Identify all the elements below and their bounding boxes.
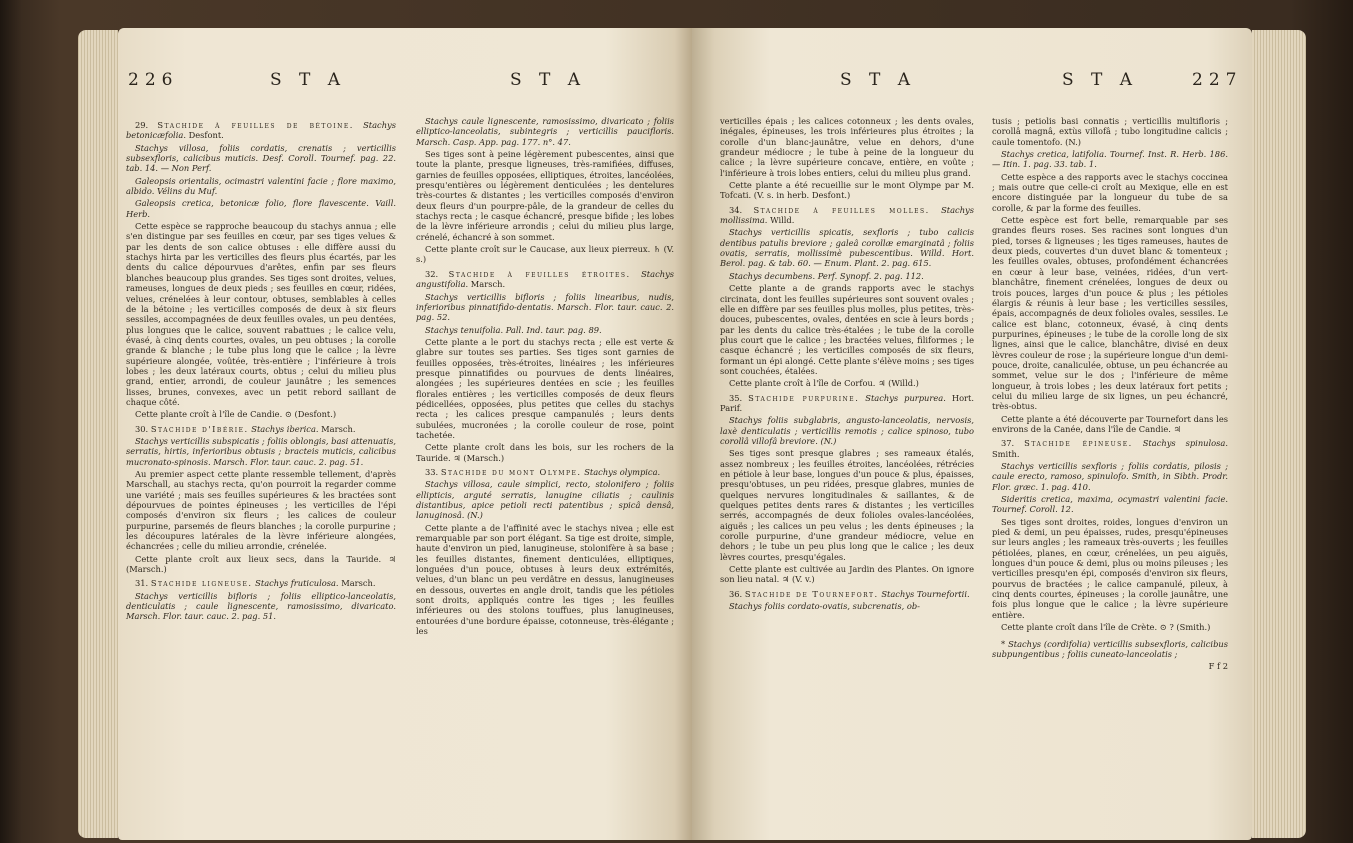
- entry-latin-name: Stachys angustifolia.: [416, 268, 675, 290]
- paragraph: [416, 292, 674, 323]
- right-page-stack: [1252, 30, 1306, 838]
- signature-text: F f 2: [1208, 661, 1228, 672]
- paragraph-text: Stachys caule lignescente, ramosissimo, divaricato ; foliis elliptico-lanceolatis, subintegris ; verticillis paucifloris. Marsch. Casp. App. pag. 177. n°. 47.: [416, 116, 674, 147]
- paragraph-text: Cette plante est cultivée au Jardin des Plantes. On ignore son lieu natal. ♃ (V. v.): [720, 564, 974, 585]
- paragraph: [992, 215, 1228, 412]
- paragraph-text: Stachys foliis subglabris, angusto-lanceolatis, nervosis, laxè denticulatis ; verticillis remotis ; calice spinoso, tubo corollâ villofâ breviore. (N.): [720, 415, 974, 446]
- paragraph: [992, 116, 1228, 147]
- species-entry: [992, 438, 1228, 459]
- entry-authority: Hort. Parif.: [720, 392, 974, 413]
- entry-number: 35.: [729, 392, 743, 403]
- entry-number: 37.: [1001, 438, 1015, 449]
- entry-latin-name: Stachys Tournefortii.: [881, 588, 970, 599]
- left-column-1: [126, 116, 396, 624]
- right-column-2: [992, 116, 1228, 674]
- right-column-1: [720, 116, 974, 613]
- paragraph: [720, 180, 974, 201]
- entry-heading: Stachide ligneuse.: [150, 578, 253, 589]
- paragraph-text: Ses tiges sont à peine légèrement pubescentes, ainsi que toute la plante, presque ligneuses, très-ramifiées, diffuses, garnies de feuilles opposées, elliptiques, étroites, lancéolées, presqu'entières ou légèrement denticulées ; les dentelures très-courtes & distantes ; les verticilles composés d'environ deux fleurs d'un pourpre-pâle, de la grandeur de celles du stachys recta ; le casque échancré, presque bifide ; les lobes de la lèvre inférieure arrondis ; celui du milieu plus large, crénelé, échancré à son sommet.: [416, 149, 674, 242]
- species-entry: [720, 205, 974, 226]
- paragraph-text: Ses tiges sont presque glabres ; ses rameaux étalés, assez nombreux ; les feuilles étroites, lancéolées, rétrécies en pétiole à leur base, longues d'un pouce & plus, épaisses, presqu'obtuses, un peu ridées, presque glabres, munies de quelques nervures longitudinales & saillantes, & de quelques petites dents rares & distantes ; les verticilles serrés, accompagnés de deux folioles ovales-lancéolées, aiguës ; les calices un peu velus ; les dents épineuses ; la corolle purpurine, d'une grandeur médiocre, velue en dehors ; le tube un peu plus long que le calice ; les deux lèvres courtes, presqu'égales.: [720, 448, 974, 562]
- paragraph-text: Galeopsis cretica, betonicæ folio, flore flavescente. Vaill. Herb.: [126, 198, 396, 219]
- paragraph: [992, 622, 1228, 632]
- entry-heading: Stachide à feuilles de bétoine.: [157, 120, 354, 130]
- paragraph-text: Galeopsis orientalis, ocimastri valentini facie ; flore maximo, albido. Vélins du Muf.: [126, 175, 396, 197]
- entry-number: 33.: [425, 467, 439, 477]
- paragraph: [126, 176, 396, 197]
- entry-heading: Stachide du mont Olympe.: [440, 467, 582, 477]
- paragraph-text: Cette espèce est fort belle, remarquable par ses grandes fleurs roses. Ses racines sont longues d'un pied, torses & ligneuses ; les tiges rameuses, hautes de deux pieds, couvertes d'un duvet blanc & tomenteux ; les feuilles ovales, obtuses, profondément échancrées en cœur à leur base, veinées, ridées, d'un vert-blanchâtre, finement crénelées, longues de deux ou trois pouces, larges d'un pouce & plus ; les pétioles élargis & réunis à leur base ; les verticilles sessiles, épais, accompagnés de deux folioles ovales, sessiles. Le calice est blanc, cotonneux, évasé, à cinq dents purpurines, épineuses ; le tube de la corolle long de six lignes, ainsi que le calice, blanchâtre, divisé en deux lèvres couleur de rose ; la supérieure longue d'un demi-pouce, droite, canaliculée, obtuse, un peu échancrée au sommet, velue sur le dos ; l'inférieure de même longueur, à trois lobes ; les deux latéraux fort petits ; celui du milieu large de six lignes, un peu échancré, très-obtus.: [992, 215, 1228, 412]
- paragraph: [720, 415, 974, 446]
- entry-authority: Marsch.: [341, 578, 376, 589]
- right-running-header-2: S T A: [1062, 70, 1139, 90]
- paragraph: [126, 221, 396, 407]
- paragraph: [992, 172, 1228, 213]
- entry-heading: Stachide à feuilles étroites.: [448, 268, 631, 279]
- paragraph: [720, 271, 974, 281]
- paragraph-text: Cette plante croît à l'île de Candie. ⊙ (Desfont.): [135, 409, 337, 420]
- paragraph: [720, 283, 974, 376]
- entry-latin-name: Stachys betonicæfolia.: [126, 120, 396, 141]
- footnote-text: * Stachys (cordifolia) verticillis subsexfloris, calicibus subpungentibus ; foliis cuneato-lanceolatis ;: [992, 638, 1228, 659]
- species-entry: [126, 120, 396, 141]
- entry-number: 32.: [425, 268, 439, 279]
- paragraph-text: Cette espèce a des rapports avec le stachys coccinea ; mais outre que celle-ci croît au Mexique, elle en est encore distinguée par la longueur du tube de sa corolle, & par la forme des feuilles.: [992, 171, 1228, 213]
- paragraph-text: Stachys tenuifolia. Pall. Ind. taur. pag. 89.: [425, 324, 602, 335]
- paragraph-text: Stachys verticillis sexfloris ; foliis cordatis, pilosis ; caule erecto, ramoso, spinulofo. Smith, in Sibth. Prodr. Flor. græc. 1. pag. 410.: [992, 461, 1228, 492]
- paragraph-text: Cette plante a le port du stachys recta ; elle est verte & glabre sur toutes ses parties. Ses tiges sont garnies de feuilles opposées, très-étroites, linéaires ; les inférieures presque pinnatifides ou pourvues de dents linéaires, alongées ; les supérieures dentées en scie ; les feuilles florales entières ; les verticilles composés de deux fleurs pédicellées, opposées, plus petites que celles du stachys recta ; les calices presque campanulés ; leurs dents subulées, mucronées ; la corolle couleur de rose, point tachetée.: [416, 336, 674, 440]
- species-entry: [720, 393, 974, 414]
- paragraph: [416, 244, 674, 265]
- paragraph: [720, 116, 974, 178]
- species-entry: [126, 578, 396, 588]
- paragraph: [416, 149, 674, 242]
- entry-number: 36.: [729, 588, 743, 599]
- species-entry: [126, 424, 396, 434]
- entry-authority: Marsch.: [470, 279, 506, 290]
- species-entry: [720, 589, 974, 599]
- entry-latin-name: Stachys fruticulosa.: [255, 578, 339, 589]
- paragraph-text: Cette plante croît dans les bois, sur les rochers de la Tauride. ♃ (Marsch.): [416, 442, 674, 463]
- paragraph-text: Cette plante a de grands rapports avec le stachys circinata, dont les feuilles supérieures sont souvent ovales ; elle en diffère par ses feuilles plus molles, plus petites, très-douces, pubescentes, ovales, dentées en scie à leurs bords ; par les dents du calice très-étalées ; le tube de la corolle plus court que le calice ; les bractées velues, filiformes ; le casque échancré ; les verticilles composés de six fleurs, formant un épi alongé. Cette plante s'élève moins ; ses tiges sont couchées, étalées.: [720, 283, 975, 376]
- paragraph: [416, 337, 674, 440]
- paragraph: [126, 198, 396, 219]
- paragraph: [126, 143, 396, 174]
- paragraph-text: Cette plante a été découverte par Tournefort dans les environs de la Canée, dans l'île de Candie. ♃: [992, 413, 1228, 434]
- paragraph-text: Cette plante a été recueillie sur le mont Olympe par M. Tofcati. (V. s. in herb. Desfont.): [720, 180, 974, 201]
- species-entry: [416, 269, 674, 290]
- paragraph-text: Cette plante a de l'affinité avec le stachys nivea ; elle est remarquable par son port élégant. Sa tige est droite, simple, haute d'environ un pied, lanugineuse, stolonifère à sa base ; les feuilles distantes, finement denticulées, elliptiques, longuées d'un pouce, obtuses à leurs deux extrémités, velues, d'un blanc un peu verdâtre en dessus, lanugineuses en dessous, ouvertes en angle droit, tandis que les pétioles sont droits, appliqués contre les tiges ; les feuilles inférieures ou des stolons touffues, plus lanugineuses, entourées d'une bordure épaisse, cotonneuse, très-élégante ; les: [416, 522, 674, 637]
- entry-latin-name: Stachys iberica.: [251, 423, 319, 434]
- paragraph: [992, 414, 1228, 435]
- paragraph: [416, 116, 674, 147]
- left-page: [118, 28, 692, 840]
- paragraph-text: Stachys verticillis bifloris ; foliis linearibus, nudis, inferioribus pinnatifido-dentatis. Marsch. Flor. taur. cauc. 2. pag. 52.: [416, 291, 674, 323]
- entry-authority: Willd.: [770, 215, 795, 226]
- paragraph: [720, 448, 974, 562]
- entry-heading: Stachide à feuilles molles.: [753, 204, 930, 215]
- paragraph-text: Stachys villosa, caule simplici, recto, stolonifero ; foliis ellipticis, arguté serratis, lanugine ciliatis ; caulinis distantibus, apice petioli recti patentibus ; spicâ densâ, lanuginosâ. (N.): [416, 479, 674, 521]
- paragraph: [992, 494, 1228, 515]
- entry-number: 30.: [135, 423, 149, 434]
- species-entry: [416, 467, 674, 477]
- left-running-header-1: S T A: [270, 70, 347, 90]
- paragraph: [992, 149, 1228, 170]
- footnote: [992, 639, 1228, 660]
- paragraph: [416, 442, 674, 463]
- entry-latin-name: Stachys mollissima.: [720, 204, 974, 226]
- paragraph: [720, 227, 974, 268]
- paragraph: [720, 601, 974, 611]
- paragraph: [126, 554, 396, 575]
- left-running-header-2: S T A: [510, 70, 587, 90]
- right-running-header-1: S T A: [840, 70, 917, 90]
- entry-authority: Smith.: [992, 448, 1020, 459]
- entry-number: 31.: [135, 578, 149, 589]
- paragraph: [720, 564, 974, 585]
- entry-latin-name: Stachys purpurea.: [865, 392, 946, 403]
- entry-number: 29.: [135, 120, 149, 130]
- paragraph: [992, 461, 1228, 492]
- paragraph-text: Stachys verticillis spicatis, sexfloris ; tubo calicis dentibus patulis breviore ; galeâ corollæ emarginatâ ; foliis ovatis, serratis, mollissimè pubescentibus. Willd. Hort. Berol. pag. & tab. 60. — Enum. Plant. 2. pag. 615.: [720, 227, 974, 269]
- entry-latin-name: Stachys spinulosa.: [1142, 438, 1228, 449]
- paragraph-text: Stachys foliis cordato-ovatis, subcrenatis, ob-: [729, 601, 920, 612]
- paragraph-text: Cette plante croît sur le Caucase, aux lieux pierreux. ♄ (V. s.): [416, 244, 674, 265]
- paragraph: [126, 436, 396, 467]
- paragraph-text: Cette espèce se rapproche beaucoup du stachys annua ; elle s'en distingue par ses feuilles en cœur, par ses tiges velues & par les dents de son calice obtuses : elle diffère aussi du stachys hirta par les verticilles des fleurs plus écartés, par les dents du calice dépourvues d'arêtes, enfin par ses fleurs blanches beaucoup plus grandes. Ses tiges sont droites, velues, rameuses, longues de deux pieds ; ses feuilles en cœur, ridées, velues, crénelées à leur contour, obtuses, semblables à celles de la bétoine ; les verticilles composés de deux à six fleurs sessiles, accompagnées de deux feuilles ovales, un peu dentées, plus longues que le calice, souvent rabattues ; le calice velu, évasé, à cinq dents courtes, ovales, un peu obtuses ; la corolle grande & blanche ; le tube plus long que le calice ; la lèvre supérieure alongée, voûtée, très-entière ; l'inférieure à trois lobes ; les deux latéraux courts, obtus ; celui du milieu plus grand, entier, arrondi, de couleur jaunâtre ; les semences lisses, brunes, convexes, avec un petit rebord saillant de chaque côté.: [126, 221, 396, 407]
- left-page-stack: [78, 30, 118, 838]
- paragraph: [126, 409, 396, 419]
- paragraph-text: Sideritis cretica, maxima, ocymastri valentini facie. Tournef. Coroll. 12.: [992, 494, 1228, 515]
- paragraph-text: Cette plante croît aux lieux secs, dans la Tauride. ♃ (Marsch.): [126, 553, 396, 575]
- paragraph: [416, 523, 674, 637]
- entry-authority: Marsch.: [321, 423, 356, 434]
- signature-mark: [992, 661, 1228, 671]
- entry-number: 34.: [729, 204, 743, 215]
- entry-heading: Stachide épineuse.: [1024, 438, 1133, 449]
- paragraph-text: Stachys villosa, foliis cordatis, crenatis ; verticillis subsexfloris, calicibus muticis. Desf. Coroll. Tournef. pag. 22. tab. 14. — Non Perf.: [126, 142, 396, 174]
- left-page-number: 226: [128, 70, 179, 90]
- paragraph: [416, 479, 674, 520]
- paragraph: [126, 469, 396, 552]
- paragraph: [126, 591, 396, 622]
- entry-latin-name: Stachys olympica.: [584, 467, 661, 477]
- paragraph-text: tusis ; petiolis basi connatis ; verticillis multifloris ; corollâ magnâ, extùs villofâ ; tubo longitudine calicis ; caule tomentofo. (N.): [992, 116, 1228, 147]
- paragraph-text: Stachys verticillis subspicatis ; foliis oblongis, basi attenuatis, serratis, hirtis, inferioribus obtusis ; bracteis muticis, calicibus mucronato-spinosis. Marsch. Flor. taur. cauc. 2. pag. 51.: [126, 435, 396, 467]
- paragraph-text: Stachys cretica, latifolia. Tournef. Inst. R. Herb. 186. — Itin. 1. pag. 33. tab. 1.: [992, 149, 1228, 170]
- paragraph-text: verticilles épais ; les calices cotonneux ; les dents ovales, inégales, épineuses, les trois inférieures plus étroites ; la corolle d'un blanc-jaunâtre, velue en dehors, d'une grandeur médiocre ; le tube à peine de la longueur du calice ; la lèvre supérieure concave, entière, en voûte ; l'inférieure à trois lobes entiers, celui du milieu plus grand.: [720, 116, 974, 178]
- paragraph-text: Stachys decumbens. Perf. Synopf. 2. pag. 112.: [729, 270, 924, 281]
- paragraph: [992, 517, 1228, 620]
- right-page-number: 227: [1192, 70, 1243, 90]
- entry-heading: Stachide purpurine.: [748, 392, 860, 403]
- right-page: [692, 28, 1252, 840]
- paragraph-text: Cette plante croît à l'île de Corfou. ♃ (Willd.): [729, 378, 919, 389]
- entry-heading: Stachide de Tournefort.: [744, 588, 879, 599]
- paragraph: [416, 325, 674, 335]
- paragraph-text: Stachys verticillis bifloris ; foliis elliptico-lanceolatis, denticulatis ; caule lignescente, ramosissimo, divaricato. Marsch. Flor. taur. cauc. 2. pag. 51.: [126, 590, 396, 622]
- paragraph-text: Cette plante croît dans l'île de Crète. ⊙ ? (Smith.): [1001, 622, 1211, 633]
- entry-authority: Desfont.: [188, 130, 224, 141]
- paragraph: [720, 378, 974, 388]
- paragraph-text: Au premier aspect cette plante ressemble tellement, d'après Marschall, au stachys recta, qu'on pourroit la regarder comme une variété ; mais ses feuilles supérieures & les bractées sont dépourvues de pointes épineuses ; les verticilles de l'épi composés d'environ six fleurs ; les calices de couleur purpurine, parsemés de fleurs blanches ; la corolle purpurine ; les découpures latérales de la lèvre inférieure alongées, échancrées ; celle du milieu arrondie, crénelée.: [126, 469, 396, 552]
- paragraph-text: Ses tiges sont droites, roides, longues d'environ un pied & demi, un peu épaisses, rudes, presqu'épineuses sur leurs angles ; les rameaux très-ouverts ; les feuilles pétiolées, planes, en cœur, crénelées, un peu aiguës, longues d'un pouce & demi, plus ou moins pileuses ; les verticilles presqu'en épi, composés d'environ six fleurs, pourvus de bractées ; le calice campanulé, pileux, à cinq dents courtes, épineuses ; la corolle jaunâtre, une fois plus longue que le calice ; la lèvre supérieure entière.: [992, 516, 1228, 620]
- entry-heading: Stachide d'Ibérie.: [150, 423, 249, 434]
- left-column-2: [416, 116, 674, 639]
